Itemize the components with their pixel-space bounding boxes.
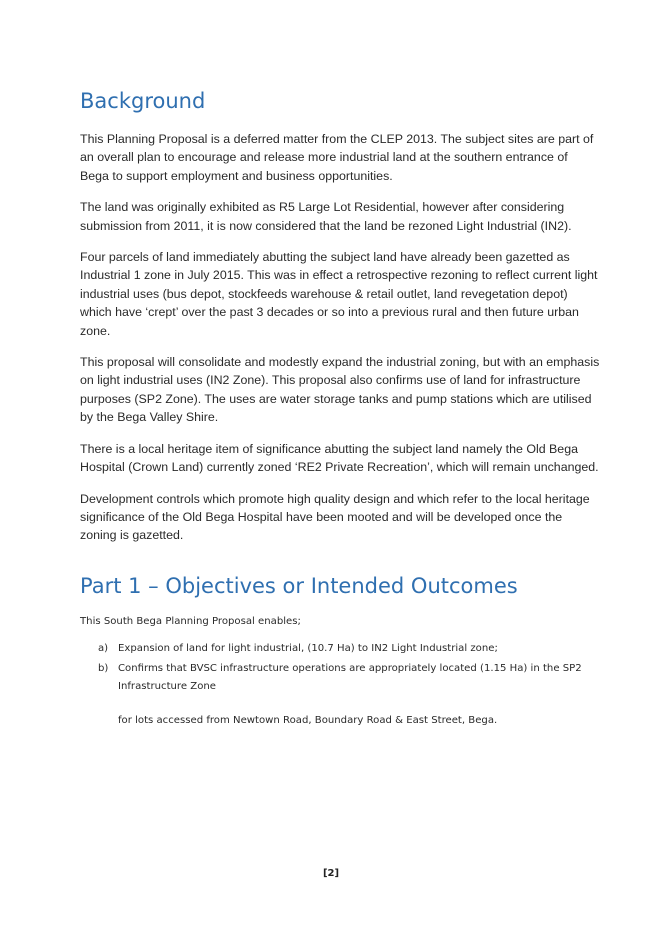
list-item	[80, 660, 600, 696]
list-item-text: Confirms that BVSC infrastructure operations are appropriately located (1.15 Ha) in the SP2 Infrastructure Zone	[118, 662, 582, 692]
paragraph-deferred-matter: This Planning Proposal is a deferred matter from the CLEP 2013. The subject sites are part of an overall plan to encourage and release more industrial land at the southern entrance of Bega to support employment and business opportunities.	[80, 132, 594, 183]
part1-lots-note: for lots accessed from Newtown Road, Boundary Road & East Street, Bega.	[118, 714, 498, 726]
paragraph-consolidation: This proposal will consolidate and modestly expand the industrial zoning, but with an emphasis on light industrial uses (IN2 Zone). This proposal also confirms use of land for infrastructure purposes (SP2 Zone). The uses are water storage tanks and pump stations which are utilised by the Bega Valley Shire.	[80, 355, 600, 425]
page-content	[80, 86, 600, 729]
part1-intro: This South Bega Planning Proposal enables;	[80, 615, 301, 627]
page-number: [2]	[322, 868, 340, 879]
list-marker: a)	[98, 642, 109, 654]
part1-heading: Part 1 – Objectives or Intended Outcomes	[80, 573, 518, 598]
background-heading: Background	[80, 89, 206, 113]
list-item-text: Expansion of land for light industrial, (10.7 Ha) to IN2 Light Industrial zone;	[118, 642, 498, 654]
list-item	[80, 640, 600, 658]
paragraph-development-controls: Development controls which promote high quality design and which refer to the local heritage significance of the Old Bega Hospital have been mooted and will be developed once the zoning is gazetted.	[80, 491, 590, 543]
paragraph-gazetted-parcels: Four parcels of land immediately abutting the subject land have already been gazetted as Industrial 1 zone in July 2015. This was in effect a retrospective rezoning to reflect current light industrial uses (bus depot, stockfeeds warehouse & retail outlet, land revegetation depot) which have ‘crept’ over the past 3 decades or so into a previous rural and then future urban zone.	[80, 250, 598, 338]
list-marker: b)	[98, 662, 109, 674]
paragraph-original-exhibition: The land was originally exhibited as R5 Large Lot Residential, however after considering submission from 2011, it is now considered that the land be rezoned Light Industrial (IN2).	[80, 200, 572, 233]
part1-list	[80, 640, 600, 696]
paragraph-heritage-item: There is a local heritage item of significance abutting the subject land namely the Old Bega Hospital (Crown Land) currently zoned ‘RE2 Private Recreation’, which will remain unchanged.	[80, 441, 599, 475]
